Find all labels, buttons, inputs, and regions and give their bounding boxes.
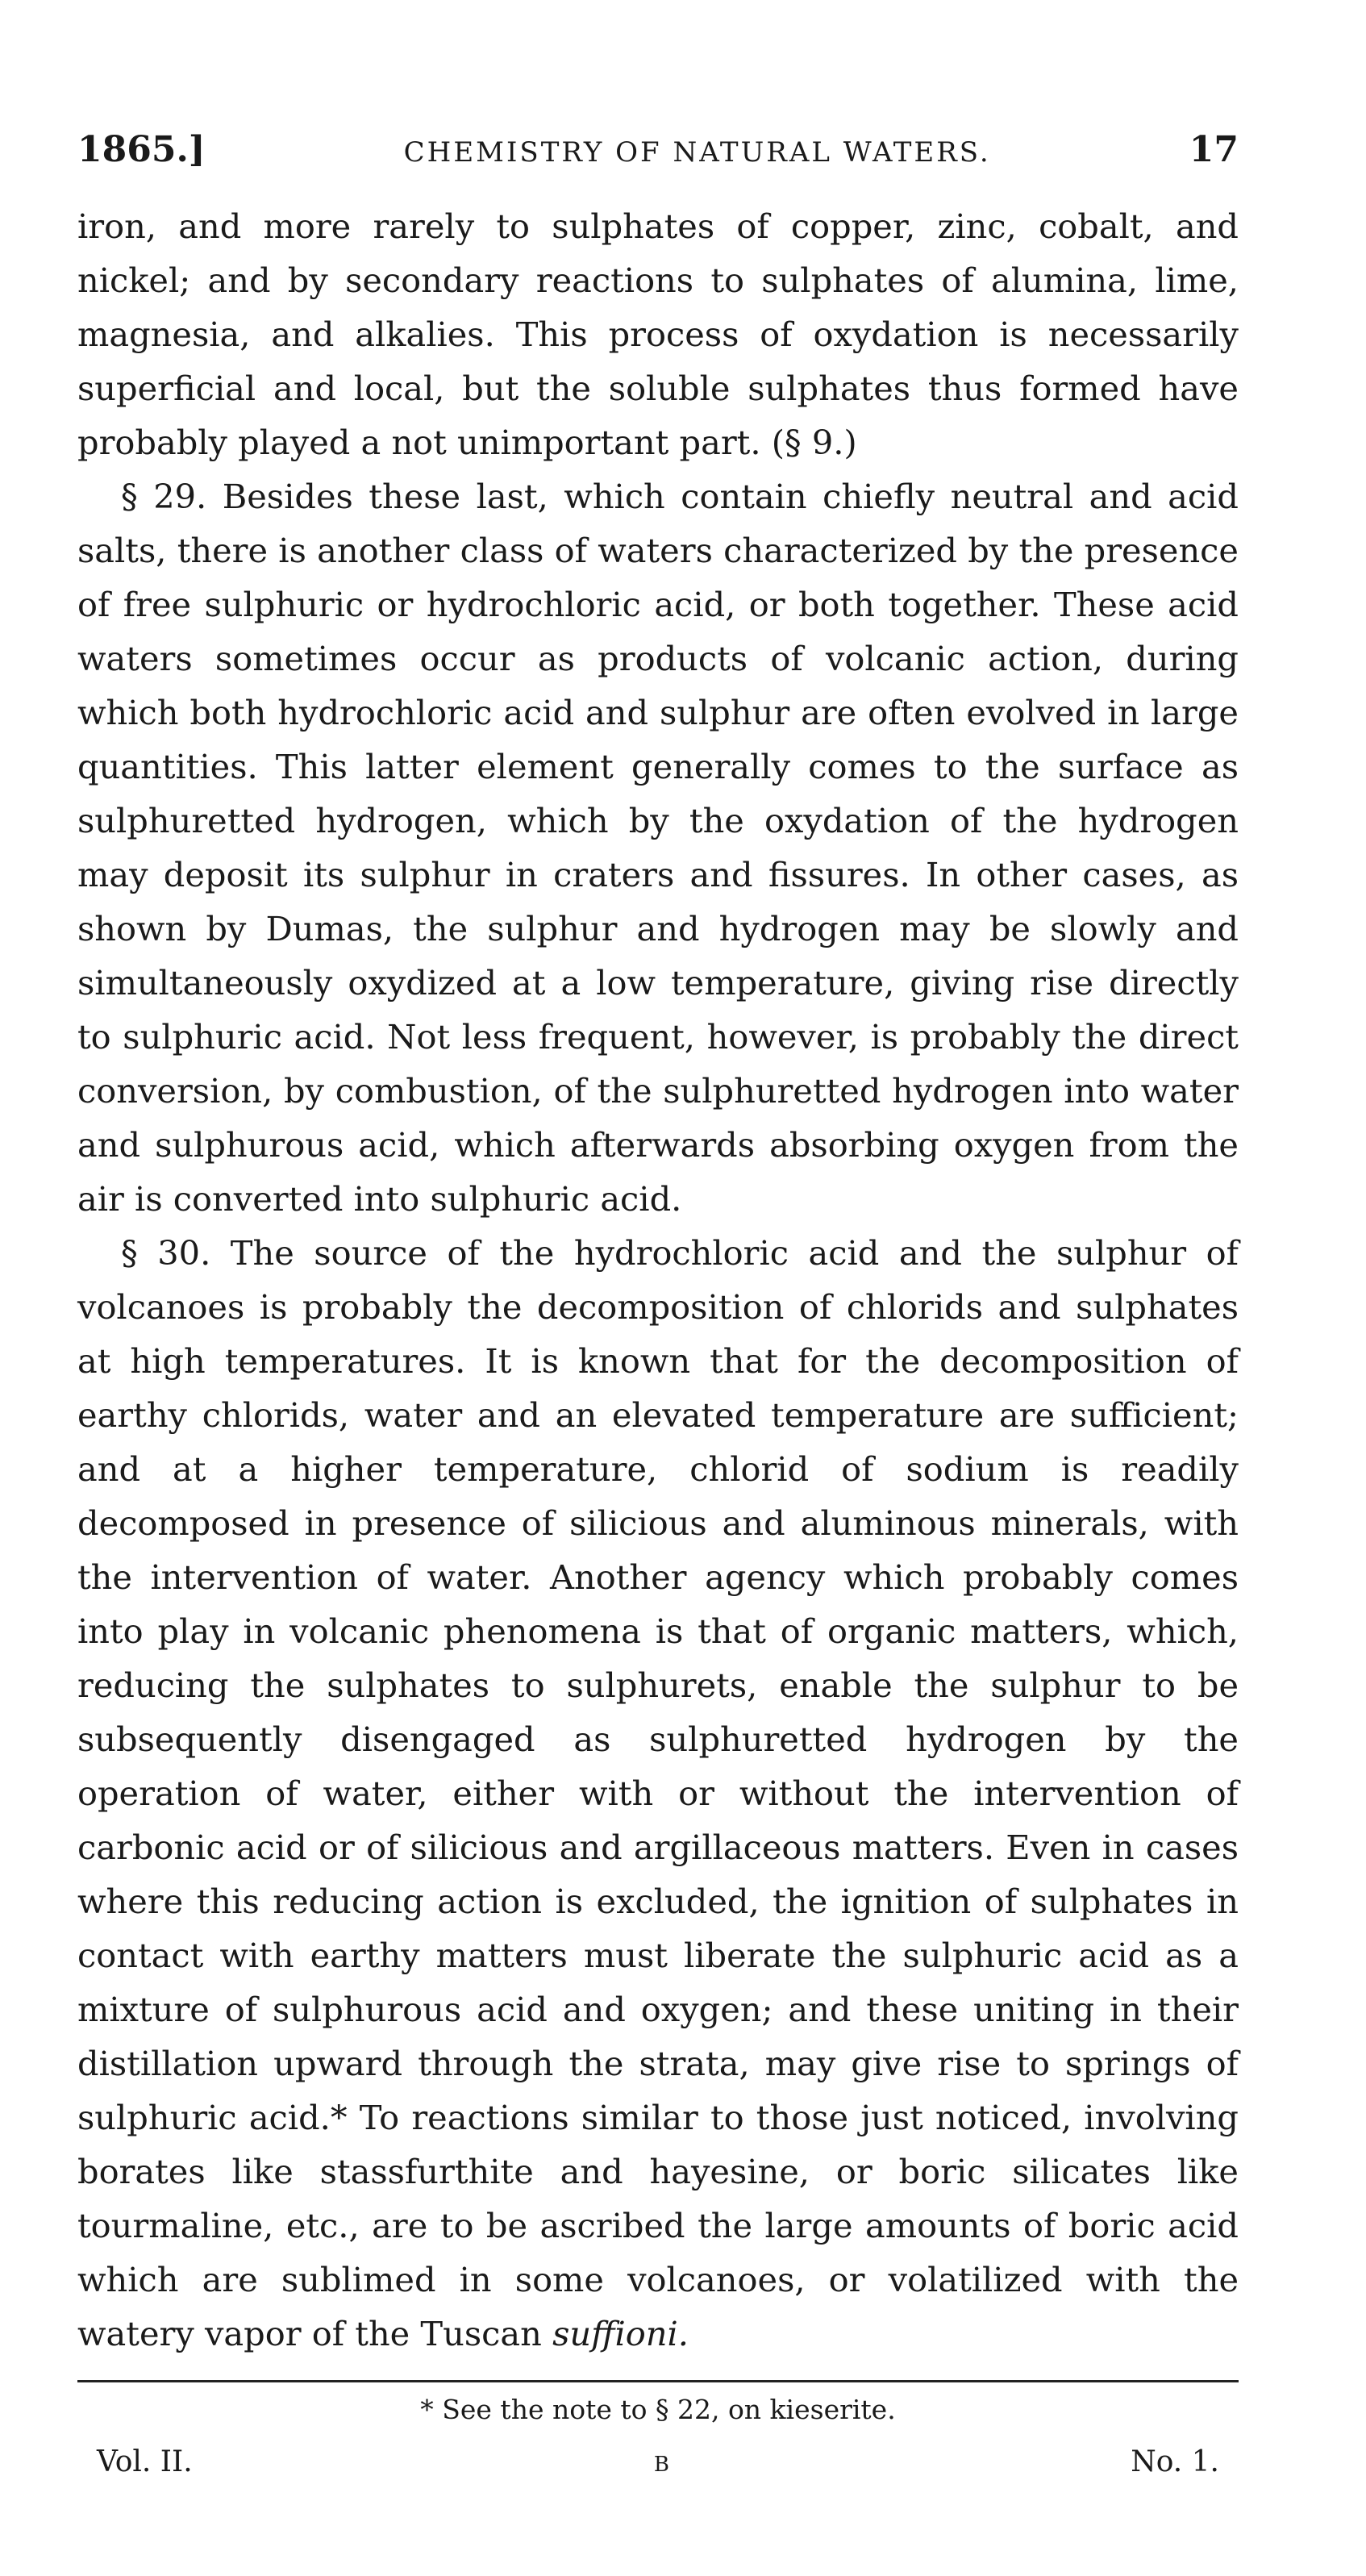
paragraph-section-30 — [77, 1226, 1239, 2361]
paragraph-section-29: § 29. Besides these last, which contain chiefly neutral and acid salts, there is another class of waters characterized by the presence of free sulphuric or hydrochloric acid, or both together. These acid waters sometimes occur as products of volcanic action, during which both hydrochloric acid and sulphur are often evolved in large quantities. This latter element generally comes to the surface as sulphuretted hydrogen, which by the oxydation of the hydrogen may deposit its sulphur in craters and fissures. In other cases, as shown by Dumas, the sulphur and hydrogen may be slowly and simultaneously oxydized at a low temperature, giving rise directly to sulphuric acid. Not less frequent, however, is probably the direct conversion, by combustion, of the sulphuretted hydrogen into water and sulphurous acid, which afterwards absorbing oxygen from the air is converted into sulphuric acid. — [77, 477, 1239, 1219]
page-number: 17 — [1189, 129, 1239, 170]
header-year: 1865.] — [77, 129, 206, 170]
running-head — [77, 129, 1239, 170]
page-footer — [77, 2445, 1239, 2478]
body-text — [77, 199, 1239, 2361]
paragraph-section-30-text: § 30. The source of the hydrochloric acid and the sulphur of volcanoes is probably the decomposition of chlorids and sulphates at high temperatures. It is known that for the decomposition of earthy chlorids, water and an elevated temperature are sufficient; and at a higher temperature, chlorid of sodium is readily decomposed in presence of silicious and aluminous minerals, with the intervention of water. Another agency which probably comes into play in volcanic phenomena is that of organic matters, which, reducing the sulphates to sulphurets, enable the sulphur to be subsequently disengaged as sulphuretted hydrogen by the operation of water, either with or without the intervention of carbonic acid or of silicious and argillaceous matters. Even in cases where this reducing action is excluded, the ignition of sulphates in contact with earthy matters must liberate the sulphuric acid as a mixture of sulphurous acid and oxygen; and these uniting in their distillation upward through the strata, may give rise to springs of sulphuric acid.* To reactions similar to those just noticed, involving borates like stassfurthite and hayesine, or boric silicates like tourmaline, etc., are to be ascribed the large amounts of boric acid which are sublimed in some volcanoes, or volatilized with the watery vapor of the Tuscan — [77, 1233, 1239, 2353]
header-title: CHEMISTRY OF NATURAL WATERS. — [403, 136, 991, 169]
footnote: * See the note to § 22, on kieserite. — [420, 2394, 896, 2425]
footer-signature: B — [653, 2453, 669, 2477]
footnote-rule — [77, 2380, 1239, 2382]
paragraph-continuation: iron, and more rarely to sulphates of copper, zinc, cobalt, and nickel; and by secondary reactions to sulphates of alumina, lime, magnesia, and alkalies. This process of oxydation is necessarily superficial and local, but the soluble sulphates thus formed have probably played a not unimportant part. (§ 9.) — [77, 206, 1239, 462]
page — [77, 129, 1239, 2478]
footer-volume: Vol. II. — [97, 2445, 193, 2478]
italic-term: suffioni. — [552, 2314, 689, 2353]
footer-number: No. 1. — [1131, 2445, 1219, 2478]
